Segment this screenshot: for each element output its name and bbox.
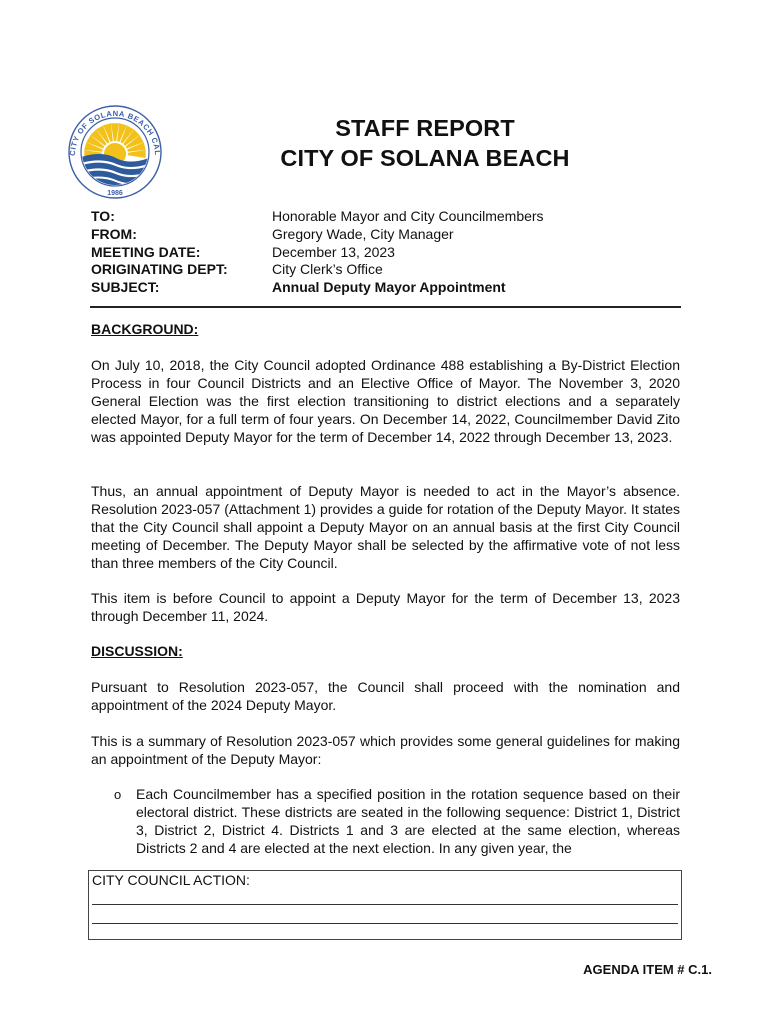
- background-paragraph-1: On July 10, 2018, the City Council adopted Ordinance 488 establishing a By-District Election Process in four Council Districts and an Elective Office of Mayor. The November 3, 2020 General Election was the first election transitioning to district elections and a separately elected Mayor, for a full term of four years. On December 14, 2022, Councilmember David Zito was appointed Deputy Mayor for the term of December 14, 2022 through December 13, 2023.: [91, 357, 680, 445]
- memo-label: FROM:: [91, 225, 137, 242]
- memo-subject-value: Annual Deputy Mayor Appointment: [272, 279, 506, 296]
- action-line: [92, 904, 678, 905]
- report-title: STAFF REPORT: [335, 115, 515, 141]
- discussion-paragraph-1: Pursuant to Resolution 2023-057, the Council shall proceed with the nomination and appointment of the 2024 Deputy Mayor.: [91, 679, 680, 713]
- memo-label: MEETING DATE:: [91, 243, 201, 260]
- memo-row-subject: [91, 279, 544, 297]
- city-council-action-box: [88, 870, 682, 940]
- section-heading-discussion: DISCUSSION:: [91, 643, 183, 659]
- background-paragraph-2: Thus, an annual appointment of Deputy Mayor is needed to act in the Mayor’s absence. Resolution 2023-057 (Attachment 1) provides a guide for rotation of the Deputy Mayor. It states that the City Council shall appoint a Deputy Mayor on an annual basis at the first City Council meeting of December. The Deputy Mayor shall be selected by the affirmative vote of not less than three members of the City Council.: [91, 483, 680, 571]
- memo-label: SUBJECT:: [91, 279, 160, 296]
- memo-row-originating-dept: [91, 261, 544, 279]
- memo-label: TO:: [91, 208, 115, 224]
- memo-row-meeting-date: [91, 244, 544, 262]
- memo-row-from: [91, 226, 544, 244]
- discussion-paragraph-2: This is a summary of Resolution 2023-057 which provides some general guidelines for making an appointment of the Deputy Mayor:: [91, 733, 680, 767]
- action-line: [92, 923, 678, 924]
- city-title: CITY OF SOLANA BEACH: [280, 145, 570, 171]
- memo-value: Gregory Wade, City Manager: [272, 225, 454, 242]
- seal-year: 1986: [107, 190, 123, 197]
- discussion-bullet-1: Each Councilmember has a specified position in the rotation sequence based on their electoral district. These districts are seated in the following sequence: District 1, District 3, District 2, District 4. Districts 1 and 3 are elected at the same election, whereas Districts 2 and 4 are elected at the next election. In any given year, the: [136, 786, 680, 856]
- memo-label: ORIGINATING DEPT:: [91, 261, 228, 278]
- city-seal-logo: [56, 98, 174, 200]
- memo-header: [91, 208, 544, 297]
- memo-value: December 13, 2023: [272, 243, 395, 260]
- section-heading-background: BACKGROUND:: [91, 321, 199, 337]
- header-divider: [90, 306, 681, 308]
- agenda-item-number: AGENDA ITEM # C.1.: [583, 962, 712, 977]
- memo-value: Honorable Mayor and City Councilmembers: [272, 208, 544, 224]
- memo-row-to: [91, 208, 544, 226]
- action-box-label: CITY COUNCIL ACTION:: [92, 872, 250, 888]
- bullet-marker: o: [114, 787, 122, 802]
- seal-ring-text: CITY OF SOLANA BEACH CAL: [67, 108, 163, 157]
- background-paragraph-3: This item is before Council to appoint a Deputy Mayor for the term of December 13, 2023 through December 11, 2024.: [91, 590, 680, 624]
- memo-value: City Clerk’s Office: [272, 261, 383, 278]
